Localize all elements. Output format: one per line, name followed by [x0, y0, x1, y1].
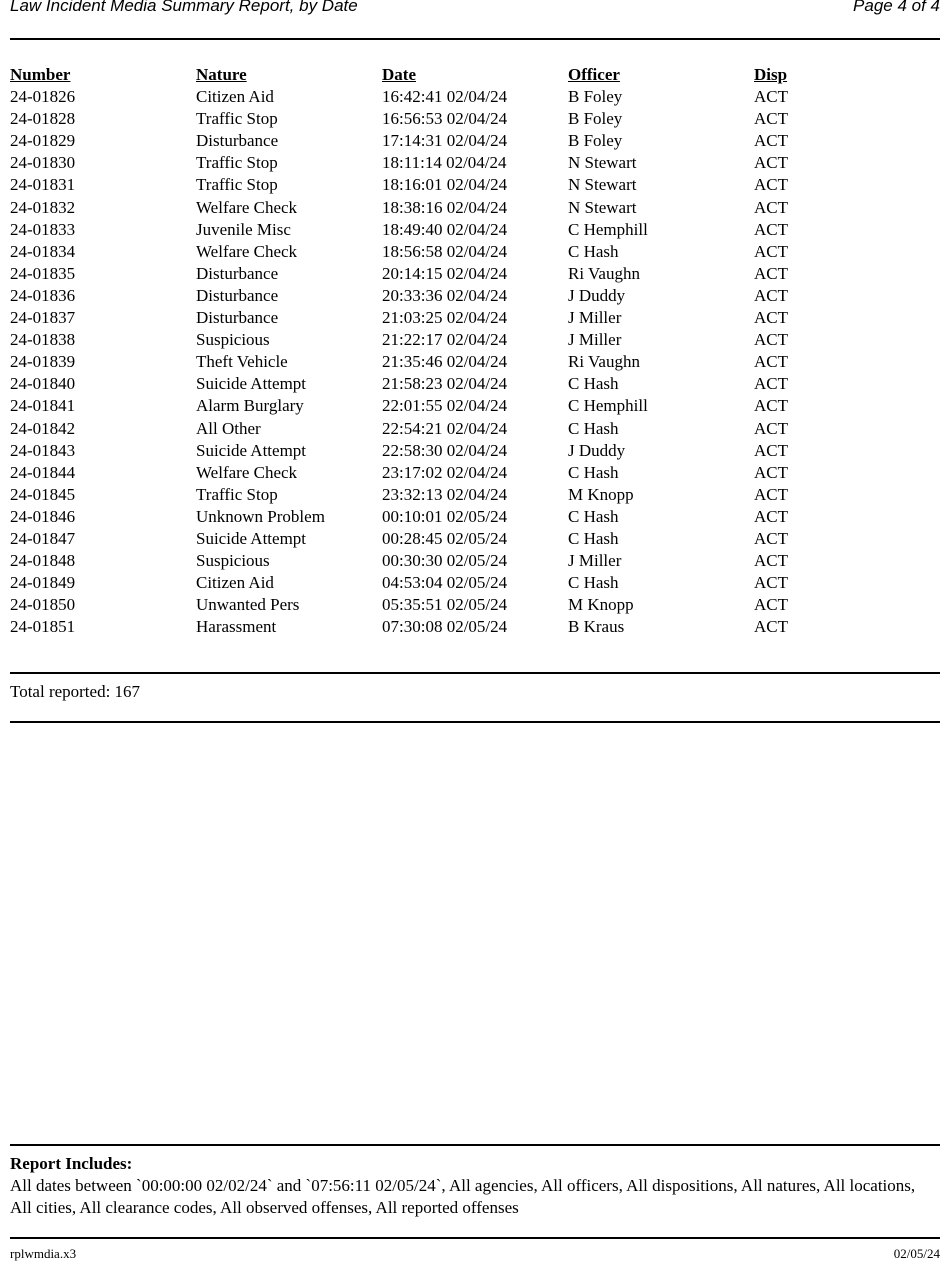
- table-row: [10, 130, 940, 152]
- cell-date: 22:58:30 02/04/24: [382, 440, 508, 460]
- cell-disp: ACT: [754, 219, 788, 239]
- cell-number: 24-01850: [10, 595, 76, 615]
- cell-officer: C Hash: [568, 573, 619, 593]
- table-row: [10, 440, 940, 462]
- table-row: [10, 351, 940, 373]
- report-includes-title: Report Includes:: [10, 1154, 133, 1173]
- report-date: 02/05/24: [893, 1246, 940, 1261]
- cell-officer: J Miller: [568, 308, 622, 328]
- cell-date: 07:30:08 02/05/24: [382, 617, 508, 637]
- table-row: [10, 197, 940, 219]
- cell-number: 24-01829: [10, 131, 76, 151]
- cell-disp: ACT: [754, 551, 788, 571]
- column-header-officer: Officer: [568, 65, 620, 84]
- cell-disp: ACT: [754, 374, 788, 394]
- report-includes: [10, 1153, 935, 1219]
- cell-officer: B Foley: [568, 87, 623, 107]
- cell-disp: ACT: [754, 418, 788, 438]
- cell-nature: Suicide Attempt: [196, 528, 307, 548]
- cell-disp: ACT: [754, 484, 788, 504]
- total-bottom-rule: [10, 721, 940, 723]
- table-header-row: [10, 64, 940, 86]
- cell-officer: B Kraus: [568, 617, 625, 637]
- cell-date: 20:14:15 02/04/24: [382, 263, 508, 283]
- column-header-disp: Disp: [754, 65, 788, 84]
- cell-date: 22:01:55 02/04/24: [382, 396, 508, 416]
- cell-disp: ACT: [754, 175, 788, 195]
- cell-number: 24-01842: [10, 418, 76, 438]
- cell-number: 24-01841: [10, 396, 76, 416]
- cell-date: 00:30:30 02/05/24: [382, 551, 508, 571]
- cell-date: 21:03:25 02/04/24: [382, 308, 508, 328]
- includes-top-rule: [10, 1144, 940, 1146]
- cell-disp: ACT: [754, 330, 788, 350]
- cell-disp: ACT: [754, 462, 788, 482]
- cell-date: 16:42:41 02/04/24: [382, 87, 508, 107]
- cell-nature: Welfare Check: [196, 462, 298, 482]
- cell-date: 18:49:40 02/04/24: [382, 219, 508, 239]
- table-row: [10, 86, 940, 108]
- cell-officer: C Hash: [568, 462, 619, 482]
- cell-disp: ACT: [754, 595, 788, 615]
- cell-nature: Citizen Aid: [196, 87, 274, 107]
- cell-date: 21:35:46 02/04/24: [382, 352, 508, 372]
- cell-number: 24-01826: [10, 87, 76, 107]
- cell-nature: Suicide Attempt: [196, 374, 307, 394]
- cell-officer: M Knopp: [568, 595, 634, 615]
- cell-nature: Citizen Aid: [196, 573, 274, 593]
- cell-officer: C Hemphill: [568, 219, 648, 239]
- cell-nature: Welfare Check: [196, 241, 298, 261]
- page-number: Page 4 of 4: [853, 0, 940, 15]
- incident-table: [10, 64, 940, 638]
- cell-number: 24-01844: [10, 462, 76, 482]
- cell-officer: J Miller: [568, 330, 622, 350]
- report-header: [10, 0, 940, 20]
- cell-nature: Juvenile Misc: [196, 219, 291, 239]
- cell-officer: N Stewart: [568, 153, 637, 173]
- cell-officer: N Stewart: [568, 175, 637, 195]
- table-row: [10, 108, 940, 130]
- cell-date: 17:14:31 02/04/24: [382, 131, 508, 151]
- cell-officer: C Hash: [568, 241, 619, 261]
- cell-officer: M Knopp: [568, 484, 634, 504]
- cell-nature: Unknown Problem: [196, 506, 325, 526]
- table-row: [10, 285, 940, 307]
- cell-number: 24-01839: [10, 352, 76, 372]
- cell-number: 24-01849: [10, 573, 76, 593]
- cell-nature: Traffic Stop: [196, 484, 278, 504]
- cell-disp: ACT: [754, 285, 788, 305]
- cell-disp: ACT: [754, 153, 788, 173]
- cell-disp: ACT: [754, 241, 788, 261]
- table-row: [10, 395, 940, 417]
- cell-date: 23:32:13 02/04/24: [382, 484, 508, 504]
- cell-officer: Ri Vaughn: [568, 352, 640, 372]
- cell-date: 05:35:51 02/05/24: [382, 595, 508, 615]
- cell-officer: C Hash: [568, 374, 619, 394]
- cell-disp: ACT: [754, 263, 788, 283]
- cell-nature: Suicide Attempt: [196, 440, 307, 460]
- cell-disp: ACT: [754, 528, 788, 548]
- cell-officer: Ri Vaughn: [568, 263, 640, 283]
- cell-disp: ACT: [754, 87, 788, 107]
- cell-officer: C Hash: [568, 506, 619, 526]
- cell-date: 00:28:45 02/05/24: [382, 528, 508, 548]
- cell-number: 24-01848: [10, 551, 76, 571]
- cell-number: 24-01847: [10, 528, 76, 548]
- table-row: [10, 506, 940, 528]
- cell-officer: C Hash: [568, 418, 619, 438]
- cell-number: 24-01831: [10, 175, 76, 195]
- cell-disp: ACT: [754, 573, 788, 593]
- table-row: [10, 484, 940, 506]
- total-top-rule: [10, 672, 940, 674]
- column-header-date: Date: [382, 65, 416, 84]
- cell-date: 23:17:02 02/04/24: [382, 462, 508, 482]
- table-body: [10, 86, 940, 638]
- cell-number: 24-01828: [10, 109, 76, 129]
- cell-disp: ACT: [754, 396, 788, 416]
- cell-disp: ACT: [754, 197, 788, 217]
- table-row: [10, 462, 940, 484]
- cell-officer: B Foley: [568, 131, 623, 151]
- table-row: [10, 528, 940, 550]
- table-row: [10, 241, 940, 263]
- cell-nature: Unwanted Pers: [196, 595, 300, 615]
- table-row: [10, 174, 940, 196]
- header-rule: [10, 38, 940, 40]
- cell-officer: J Miller: [568, 551, 622, 571]
- report-title: Law Incident Media Summary Report, by Date: [10, 0, 358, 15]
- cell-nature: Traffic Stop: [196, 175, 278, 195]
- cell-officer: B Foley: [568, 109, 623, 129]
- cell-date: 04:53:04 02/05/24: [382, 573, 508, 593]
- cell-number: 24-01833: [10, 219, 76, 239]
- cell-nature: Suspicious: [196, 551, 270, 571]
- cell-nature: Theft Vehicle: [196, 352, 288, 372]
- table-row: [10, 263, 940, 285]
- table-row: [10, 152, 940, 174]
- cell-nature: Harassment: [196, 617, 277, 637]
- cell-disp: ACT: [754, 131, 788, 151]
- report-includes-text: All dates between `00:00:00 02/02/24` and `07:56:11 02/05/24`, All agencies, All officers, All dispositions, All natures, All locations, All cities, All clearance codes, All observed offenses, All reported offenses: [10, 1176, 916, 1217]
- table-row: [10, 418, 940, 440]
- table-row: [10, 219, 940, 241]
- cell-number: 24-01835: [10, 263, 76, 283]
- cell-officer: J Duddy: [568, 285, 626, 305]
- cell-number: 24-01851: [10, 617, 76, 637]
- cell-nature: Alarm Burglary: [196, 396, 304, 416]
- cell-officer: C Hemphill: [568, 396, 648, 416]
- footer-rule: [10, 1237, 940, 1239]
- cell-disp: ACT: [754, 109, 788, 129]
- column-header-nature: Nature: [196, 65, 247, 84]
- cell-officer: N Stewart: [568, 197, 637, 217]
- table-row: [10, 616, 940, 638]
- cell-date: 21:22:17 02/04/24: [382, 330, 508, 350]
- cell-disp: ACT: [754, 352, 788, 372]
- cell-nature: Traffic Stop: [196, 153, 278, 173]
- cell-number: 24-01834: [10, 241, 76, 261]
- cell-date: 18:38:16 02/04/24: [382, 197, 508, 217]
- cell-nature: Disturbance: [196, 285, 279, 305]
- cell-nature: Disturbance: [196, 308, 279, 328]
- cell-date: 21:58:23 02/04/24: [382, 374, 508, 394]
- cell-number: 24-01846: [10, 506, 76, 526]
- cell-date: 18:16:01 02/04/24: [382, 175, 508, 195]
- cell-date: 18:11:14 02/04/24: [382, 153, 507, 173]
- cell-nature: Traffic Stop: [196, 109, 278, 129]
- cell-number: 24-01836: [10, 285, 76, 305]
- cell-nature: Disturbance: [196, 131, 279, 151]
- cell-number: 24-01840: [10, 374, 76, 394]
- cell-number: 24-01832: [10, 197, 76, 217]
- table-row: [10, 550, 940, 572]
- cell-nature: Suspicious: [196, 330, 270, 350]
- cell-number: 24-01838: [10, 330, 76, 350]
- cell-date: 22:54:21 02/04/24: [382, 418, 508, 438]
- cell-disp: ACT: [754, 308, 788, 328]
- table-row: [10, 572, 940, 594]
- cell-officer: J Duddy: [568, 440, 626, 460]
- cell-disp: ACT: [754, 440, 788, 460]
- cell-date: 18:56:58 02/04/24: [382, 241, 508, 261]
- table-row: [10, 329, 940, 351]
- cell-number: 24-01830: [10, 153, 76, 173]
- cell-nature: Welfare Check: [196, 197, 298, 217]
- table-row: [10, 307, 940, 329]
- cell-officer: C Hash: [568, 528, 619, 548]
- cell-disp: ACT: [754, 617, 788, 637]
- report-code: rplwmdia.x3: [10, 1246, 77, 1261]
- cell-number: 24-01843: [10, 440, 76, 460]
- cell-date: 20:33:36 02/04/24: [382, 285, 508, 305]
- cell-number: 24-01845: [10, 484, 76, 504]
- table-row: [10, 373, 940, 395]
- cell-nature: Disturbance: [196, 263, 279, 283]
- total-reported: Total reported: 167: [10, 682, 141, 701]
- cell-date: 00:10:01 02/05/24: [382, 506, 508, 526]
- cell-date: 16:56:53 02/04/24: [382, 109, 508, 129]
- cell-number: 24-01837: [10, 308, 76, 328]
- column-header-number: Number: [10, 65, 71, 84]
- table-row: [10, 594, 940, 616]
- cell-nature: All Other: [196, 418, 261, 438]
- cell-disp: ACT: [754, 506, 788, 526]
